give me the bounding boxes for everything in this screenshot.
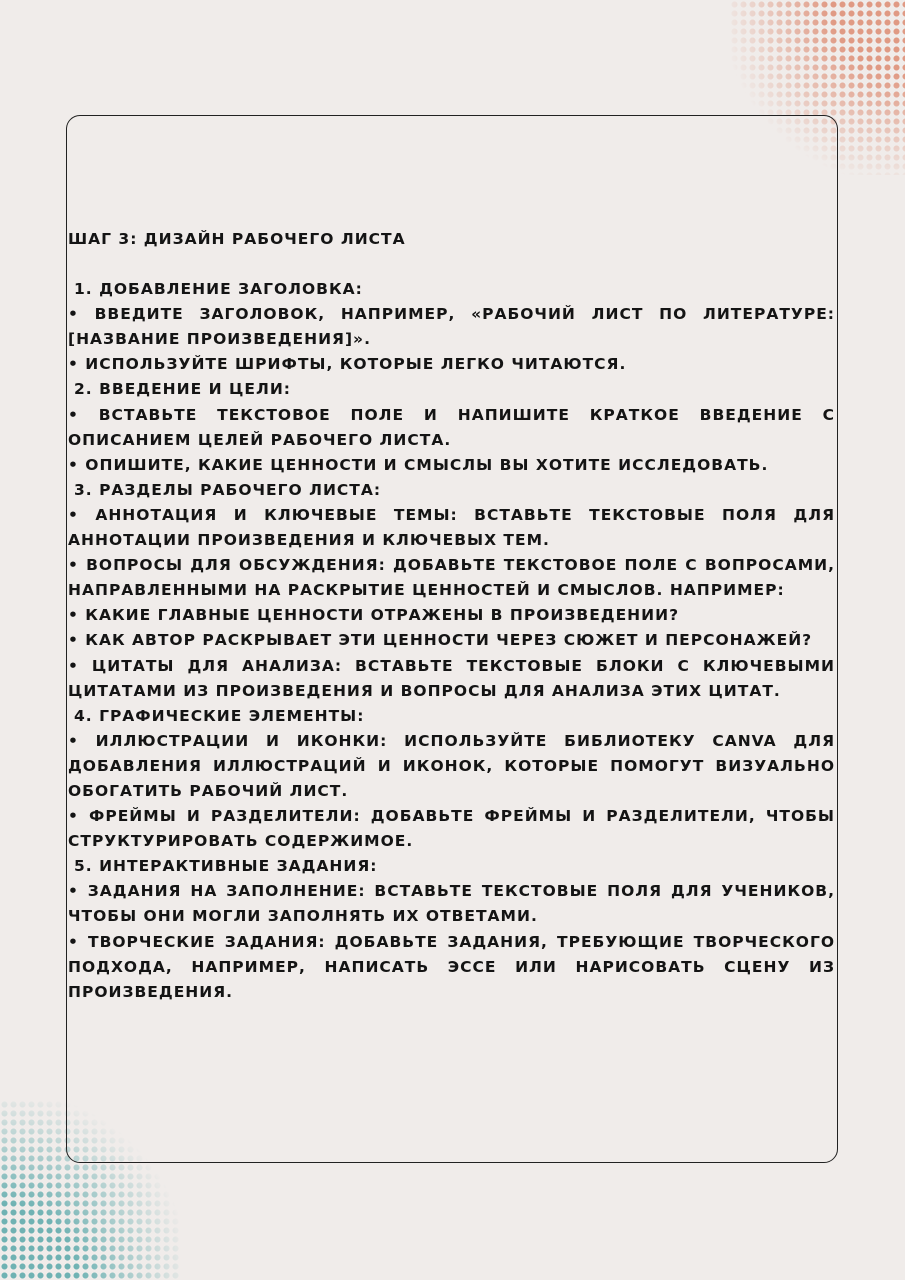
bullet-item: • КАКИЕ ГЛАВНЫЕ ЦЕННОСТИ ОТРАЖЕНЫ В ПРОИЗВЕДЕНИИ? [68,606,680,625]
section-heading: 4. ГРАФИЧЕСКИЕ ЭЛЕМЕНТЫ: [74,706,365,725]
bullet-item: • ОПИШИТЕ, КАКИЕ ЦЕННОСТИ И СМЫСЛЫ ВЫ ХОТИТЕ ИССЛЕДОВАТЬ. [68,455,769,474]
bullet-item: • АННОТАЦИЯ И КЛЮЧЕВЫЕ ТЕМЫ: ВСТАВЬТЕ ТЕКСТОВЫЕ ПОЛЯ ДЛЯ АННОТАЦИИ ПРОИЗВЕДЕНИЯ И КЛЮЧЕВЫХ ТЕМ. [68,505,835,550]
bullet-item: • ВОПРОСЫ ДЛЯ ОБСУЖДЕНИЯ: ДОБАВЬТЕ ТЕКСТОВОЕ ПОЛЕ С ВОПРОСАМИ, НАПРАВЛЕННЫМИ НА РАСКРЫТИЕ ЦЕННОСТЕЙ И СМЫСЛОВ. НАПРИМЕР: [68,556,835,600]
section-heading: 1. ДОБАВЛЕНИЕ ЗАГОЛОВКА: [74,280,363,299]
bullet-item: • ФРЕЙМЫ И РАЗДЕЛИТЕЛИ: ДОБАВЬТЕ ФРЕЙМЫ И РАЗДЕЛИТЕЛИ, ЧТОБЫ СТРУКТУРИРОВАТЬ СОДЕРЖИМОЕ. [68,807,835,851]
bullet-item: • ИСПОЛЬЗУЙТЕ ШРИФТЫ, КОТОРЫЕ ЛЕГКО ЧИТАЮТСЯ. [68,355,627,374]
bullet-item: • ТВОРЧЕСКИЕ ЗАДАНИЯ: ДОБАВЬТЕ ЗАДАНИЯ, ТРЕБУЮЩИЕ ТВОРЧЕСКОГО ПОДХОДА, НАПРИМЕР, НАПИСАТЬ ЭССЕ ИЛИ НАРИСОВАТЬ СЦЕНУ ИЗ ПРОИЗВЕДЕНИЯ. [68,932,835,1001]
bullet-item: • ВВЕДИТЕ ЗАГОЛОВОК, НАПРИМЕР, «РАБОЧИЙ ЛИСТ ПО ЛИТЕРАТУРЕ: [НАЗВАНИЕ ПРОИЗВЕДЕНИЯ]». [68,305,835,349]
section-heading: 2. ВВЕДЕНИЕ И ЦЕЛИ: [74,380,291,399]
section-heading: 5. ИНТЕРАКТИВНЫЕ ЗАДАНИЯ: [74,857,378,876]
bullet-item: • ЗАДАНИЯ НА ЗАПОЛНЕНИЕ: ВСТАВЬТЕ ТЕКСТОВЫЕ ПОЛЯ ДЛЯ УЧЕНИКОВ, ЧТОБЫ ОНИ МОГЛИ ЗАПОЛНЯТЬ ИХ ОТВЕТАМИ. [68,882,835,926]
bullet-item: • ИЛЛЮСТРАЦИИ И ИКОНКИ: ИСПОЛЬЗУЙТЕ БИБЛИОТЕКУ CANVA ДЛЯ ДОБАВЛЕНИЯ ИЛЛЮСТРАЦИЙ И ИКОНОК, КОТОРЫЕ ПОМОГУТ ВИЗУАЛЬНО ОБОГАТИТЬ РАБОЧИЙ ЛИСТ. [68,731,835,800]
bullet-item: • ЦИТАТЫ ДЛЯ АНАЛИЗА: ВСТАВЬТЕ ТЕКСТОВЫЕ БЛОКИ С КЛЮЧЕВЫМИ ЦИТАТАМИ ИЗ ПРОИЗВЕДЕНИЯ И ВОПРОСЫ ДЛЯ АНАЛИЗА ЭТИХ ЦИТАТ. [68,656,835,700]
page-title: ШАГ 3: ДИЗАЙН РАБОЧЕГО ЛИСТА [68,230,406,248]
bullet-item: • ВСТАВЬТЕ ТЕКСТОВОЕ ПОЛЕ И НАПИШИТЕ КРАТКОЕ ВВЕДЕНИЕ С ОПИСАНИЕМ ЦЕЛЕЙ РАБОЧЕГО ЛИСТА. [68,405,835,449]
bullet-item: • КАК АВТОР РАСКРЫВАЕТ ЭТИ ЦЕННОСТИ ЧЕРЕЗ СЮЖЕТ И ПЕРСОНАЖЕЙ? [68,631,813,650]
section-heading: 3. РАЗДЕЛЫ РАБОЧЕГО ЛИСТА: [74,480,382,499]
document-body [68,227,835,1005]
